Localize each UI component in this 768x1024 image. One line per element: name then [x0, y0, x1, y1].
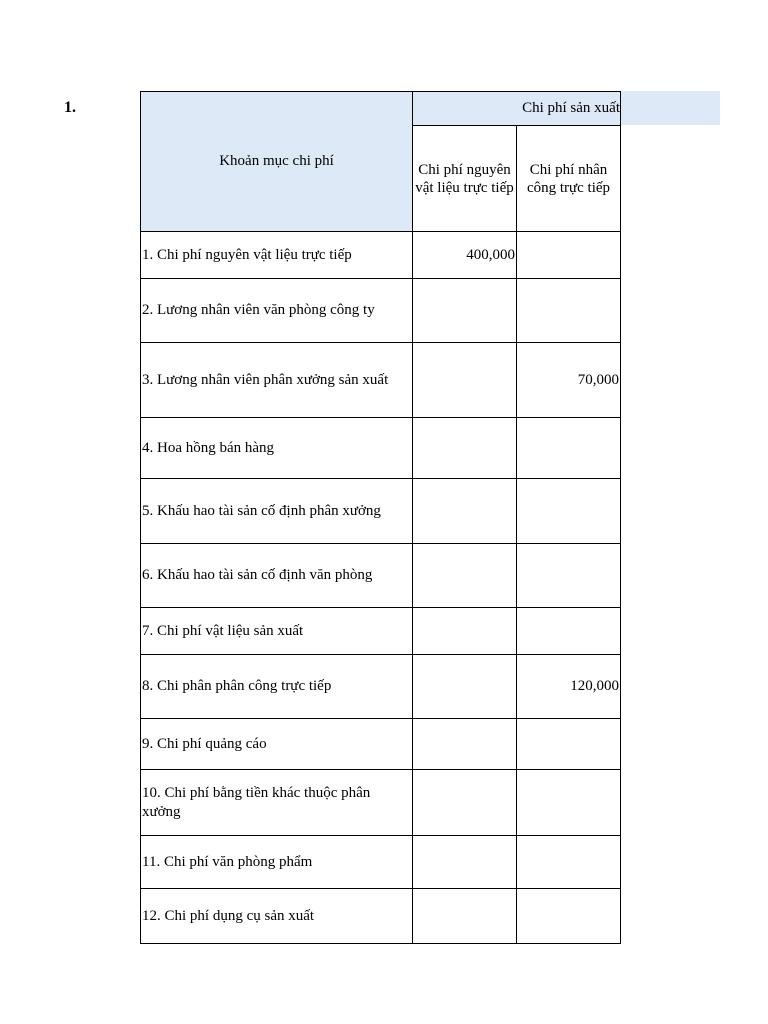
row-material-value — [413, 418, 517, 479]
row-item: 10. Chi phí bằng tiền khác thuộc phân xưởng — [141, 770, 413, 836]
table-row — [141, 232, 621, 279]
header-production-cost: Chi phí sản xuất — [413, 92, 621, 126]
row-material-value — [413, 719, 517, 770]
row-labor-value: 120,000 — [517, 655, 621, 719]
row-material-value — [413, 655, 517, 719]
table-row — [141, 279, 621, 343]
table-row — [141, 719, 621, 770]
row-item: 1. Chi phí nguyên vật liệu trực tiếp — [141, 232, 413, 279]
row-labor-value — [517, 544, 621, 608]
row-item: 12. Chi phí dụng cụ sản xuất — [141, 889, 413, 944]
row-labor-value — [517, 719, 621, 770]
row-material-value — [413, 479, 517, 544]
row-item: 6. Khấu hao tài sản cố định văn phòng — [141, 544, 413, 608]
row-item: 3. Lương nhân viên phân xưởng sản xuất — [141, 343, 413, 418]
row-item: 4. Hoa hồng bán hàng — [141, 418, 413, 479]
table-row — [141, 889, 621, 944]
row-labor-value — [517, 479, 621, 544]
section-number: 1. — [64, 99, 76, 116]
header-item-label: Khoản mục chi phí — [141, 92, 413, 232]
row-item: 2. Lương nhân viên văn phòng công ty — [141, 279, 413, 343]
row-labor-value — [517, 770, 621, 836]
row-labor-value — [517, 232, 621, 279]
row-material-value — [413, 608, 517, 655]
row-material-value: 400,000 — [413, 232, 517, 279]
row-labor-value — [517, 418, 621, 479]
table-row — [141, 544, 621, 608]
row-material-value — [413, 279, 517, 343]
header-direct-material: Chi phí nguyên vật liệu trực tiếp — [413, 126, 517, 232]
row-labor-value: 70,000 — [517, 343, 621, 418]
table-row — [141, 836, 621, 889]
row-material-value — [413, 770, 517, 836]
row-item: 11. Chi phí văn phòng phẩm — [141, 836, 413, 889]
table-row — [141, 655, 621, 719]
row-material-value — [413, 544, 517, 608]
row-labor-value — [517, 889, 621, 944]
row-item: 7. Chi phí vật liệu sản xuất — [141, 608, 413, 655]
row-material-value — [413, 343, 517, 418]
row-labor-value — [517, 608, 621, 655]
row-material-value — [413, 836, 517, 889]
row-item: 5. Khấu hao tài sản cố định phân xưởng — [141, 479, 413, 544]
row-labor-value — [517, 836, 621, 889]
header-fill-extension — [619, 91, 720, 125]
table-row — [141, 418, 621, 479]
row-material-value — [413, 889, 517, 944]
row-labor-value — [517, 279, 621, 343]
row-item: 8. Chi phân phân công trực tiếp — [141, 655, 413, 719]
table-row — [141, 343, 621, 418]
table-row — [141, 479, 621, 544]
table-row — [141, 608, 621, 655]
row-item: 9. Chi phí quảng cáo — [141, 719, 413, 770]
table-row — [141, 770, 621, 836]
header-direct-labor: Chi phí nhân công trực tiếp — [517, 126, 621, 232]
cost-table — [140, 91, 621, 944]
